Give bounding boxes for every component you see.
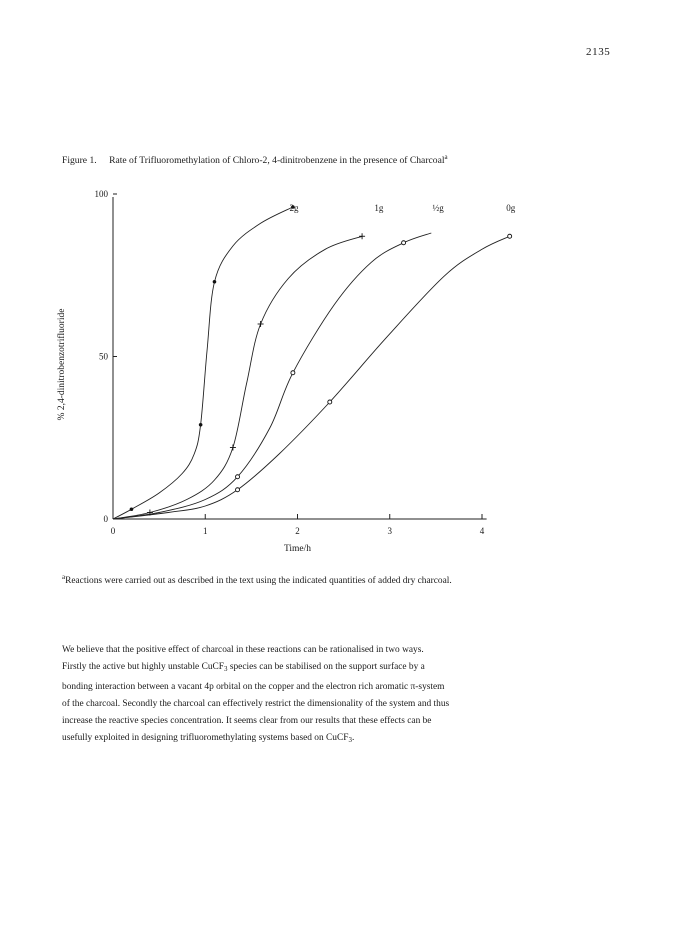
series-label: 1g	[374, 203, 384, 213]
paragraph-line: of the charcoal. Secondly the charcoal can effectively restrict the dimensionality of the system and thus	[62, 698, 450, 709]
series-line	[113, 233, 431, 519]
figure-label: Figure 1.	[62, 155, 97, 167]
paragraph-line	[62, 730, 622, 749]
series-label: 0g	[506, 203, 516, 213]
data-point	[199, 423, 203, 427]
paragraph-text: usefully exploited in designing trifluoromethylating systems based on CuCF	[62, 733, 349, 744]
x-tick-label: 4	[479, 526, 485, 536]
chart-labels	[56, 189, 516, 554]
data-point	[213, 280, 217, 284]
data-point	[359, 233, 365, 239]
page-number: 2135	[586, 46, 611, 58]
data-point	[328, 400, 332, 404]
footnote-text: Reactions were carried out as described in the text using the indicated quantities of added dry charcoal.	[65, 576, 452, 587]
paragraph-text: .	[351, 733, 355, 744]
data-point	[130, 507, 134, 511]
chart-axes	[113, 194, 487, 519]
paragraph-text: species can be stabilised on the support surface by a	[227, 662, 425, 673]
paragraph-line	[62, 659, 622, 678]
paragraph-text: Firstly the active but highly unstable CuCF	[62, 662, 224, 673]
series-line	[113, 236, 510, 519]
chart-curves	[113, 207, 510, 519]
series-label: ½g	[432, 203, 444, 213]
subscript: 3	[348, 736, 352, 745]
paragraph-line: increase the reactive species concentration. It seems clear from our results that these effects can be	[62, 716, 432, 727]
figure-caption-note-mark: a	[444, 153, 448, 161]
y-tick-label: 50	[99, 351, 108, 362]
series-line	[113, 207, 293, 519]
paragraph-line: bonding interaction between a vacant 4p orbital on the copper and the electron rich aromatic π-system	[62, 681, 445, 692]
data-point	[236, 475, 240, 479]
x-tick-label: 0	[110, 526, 116, 536]
data-point	[258, 321, 264, 327]
x-axis-label: Time/h	[283, 544, 312, 554]
figure-caption-text: Rate of Trifluoromethylation of Chloro-2, 4-dinitrobenzene in the presence of Charcoal	[109, 155, 445, 167]
body-paragraph	[62, 642, 622, 750]
data-point	[508, 234, 512, 238]
footnote-mark: a	[62, 573, 66, 581]
figure-footnote	[62, 573, 662, 586]
data-point	[291, 371, 295, 375]
paragraph-line: We believe that the positive effect of charcoal in these reactions can be rationalised in two ways.	[62, 645, 424, 655]
data-point	[230, 445, 236, 451]
x-tick-label: 2	[295, 526, 300, 536]
subscript: 3	[223, 665, 228, 674]
series-label: 2g	[289, 203, 299, 213]
y-tick-label: 100	[94, 189, 108, 199]
data-point	[236, 488, 240, 492]
data-point	[402, 241, 406, 245]
x-tick-label: 3	[387, 526, 392, 536]
x-tick-label: 1	[203, 526, 208, 536]
y-tick-label: 0	[103, 514, 108, 524]
y-axis-label: % 2,4-dinitrobenzotrifluoride	[57, 308, 67, 421]
